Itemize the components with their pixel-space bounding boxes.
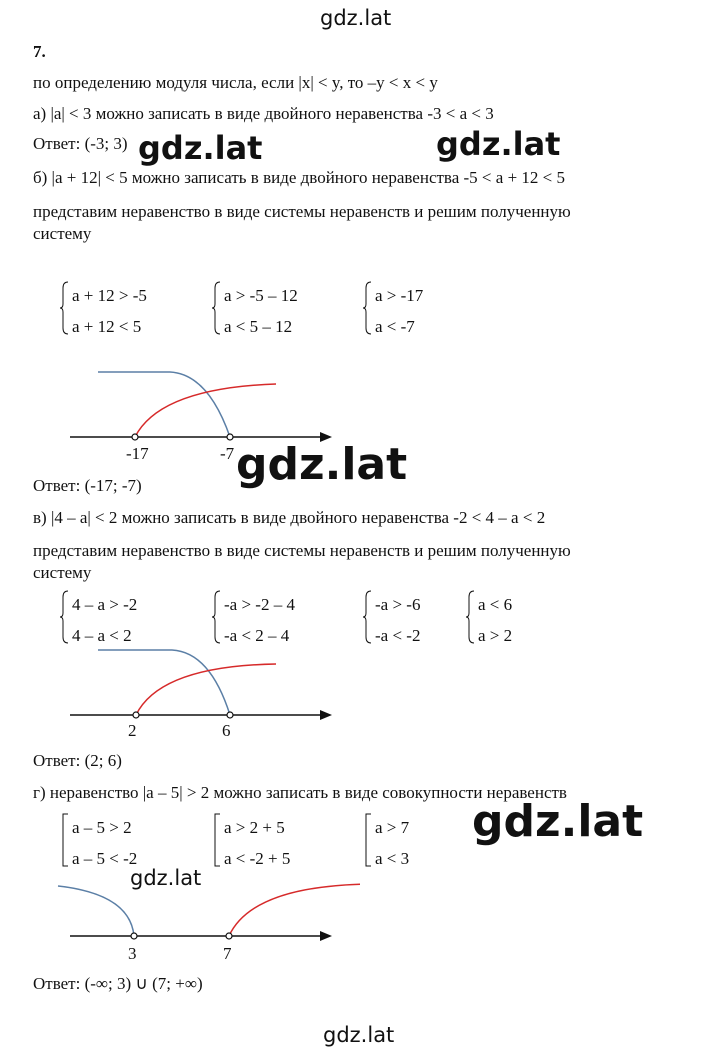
- part-a-answer: Ответ: (-3; 3): [33, 134, 128, 153]
- open-point: [227, 712, 233, 718]
- bracket-icon: [212, 812, 220, 868]
- blue-curve: [98, 372, 230, 437]
- system-row: a > 2 + 5: [224, 818, 285, 837]
- axis-label: -17: [126, 444, 149, 463]
- intro-text: по определению модуля числа, если |x| < y, то –y < x < y: [33, 73, 438, 92]
- axis-label: 3: [128, 944, 137, 963]
- part-v-text1: представим неравенство в виде системы неравенств и решим полученную: [33, 541, 571, 560]
- watermark-center: gdz.lat: [236, 439, 408, 490]
- system-row: a < -2 + 5: [224, 849, 291, 868]
- brace-icon: [466, 589, 474, 645]
- brace-icon: [212, 280, 220, 336]
- brace-icon: [363, 280, 371, 336]
- system-row: 4 – a > -2: [72, 595, 138, 614]
- system-row: a < 3: [375, 849, 410, 868]
- brace-icon: [212, 589, 220, 645]
- system-row: a > -17: [375, 286, 424, 305]
- axis-label: 7: [223, 944, 232, 963]
- red-curve: [136, 664, 276, 715]
- open-point: [132, 434, 138, 440]
- system-g-2: [212, 812, 290, 874]
- part-b-answer: Ответ: (-17; -7): [33, 476, 142, 495]
- number-line-v: [0, 642, 360, 742]
- arrow-icon: [320, 931, 332, 941]
- part-b-text1: представим неравенство в виде системы неравенств и решим полученную: [33, 202, 571, 221]
- part-g-answer: Ответ: (-∞; 3) ∪ (7; +∞): [33, 974, 203, 993]
- blue-curve: [98, 650, 230, 715]
- part-v-text2: систему: [33, 563, 92, 582]
- watermark-mid-right: gdz.lat: [436, 125, 561, 163]
- system-row: 4 – a < 2: [72, 626, 132, 645]
- watermark-right-big: gdz.lat: [472, 796, 644, 847]
- system-row: a > -5 – 12: [224, 286, 298, 305]
- system-v-3: [363, 589, 420, 651]
- system-b-2: [212, 280, 298, 342]
- system-row: -a < -2: [375, 626, 421, 645]
- system-row: a < 5 – 12: [224, 317, 293, 336]
- watermark-bottom: gdz.lat: [323, 1023, 395, 1047]
- task-number: 7.: [33, 42, 46, 61]
- system-b-1: [60, 280, 147, 342]
- system-row: -a < 2 – 4: [224, 626, 290, 645]
- system-row: a > 7: [375, 818, 410, 837]
- part-b-line: б) |a + 12| < 5 можно записать в виде двойного неравенства -5 < a + 12 < 5: [33, 168, 565, 187]
- part-a-line: а) |a| < 3 можно записать в виде двойного неравенства -3 < a < 3: [33, 104, 494, 123]
- bracket-icon: [363, 812, 371, 868]
- system-row: a – 5 > 2: [72, 818, 132, 837]
- open-point: [227, 434, 233, 440]
- system-row: a + 12 < 5: [72, 317, 142, 336]
- part-g-line: г) неравенство |a – 5| > 2 можно записать в виде совокупности неравенств: [33, 783, 567, 802]
- brace-icon: [60, 280, 68, 336]
- system-row: a < 6: [478, 595, 513, 614]
- system-row: a – 5 < -2: [72, 849, 138, 868]
- brace-icon: [60, 589, 68, 645]
- part-v-line: в) |4 – a| < 2 можно записать в виде двойного неравенства -2 < 4 – a < 2: [33, 508, 546, 527]
- axis-label: -7: [220, 444, 235, 463]
- blue-curve: [58, 886, 134, 936]
- red-curve: [135, 384, 276, 437]
- part-v-answer: Ответ: (2; 6): [33, 751, 122, 770]
- system-row: -a > -6: [375, 595, 421, 614]
- number-line-g: [0, 880, 360, 965]
- system-g-1: [60, 812, 137, 874]
- watermark-small-left: gdz.lat: [130, 866, 202, 890]
- watermark-top: gdz.lat: [320, 6, 392, 30]
- system-row: a < -7: [375, 317, 415, 336]
- part-b-text2: систему: [33, 224, 92, 243]
- axis-label: 6: [222, 721, 231, 740]
- system-row: a + 12 > -5: [72, 286, 147, 305]
- watermark-mid-left: gdz.lat: [138, 129, 263, 167]
- brace-icon: [363, 589, 371, 645]
- open-point: [226, 933, 232, 939]
- bracket-icon: [60, 812, 68, 868]
- arrow-icon: [320, 710, 332, 720]
- system-b-3: [363, 280, 423, 342]
- system-row: a > 2: [478, 626, 513, 645]
- red-curve: [229, 884, 360, 936]
- system-v-4: [466, 589, 512, 651]
- system-g-3: [363, 812, 409, 874]
- axis-label: 2: [128, 721, 137, 740]
- open-point: [133, 712, 139, 718]
- open-point: [131, 933, 137, 939]
- system-row: -a > -2 – 4: [224, 595, 295, 614]
